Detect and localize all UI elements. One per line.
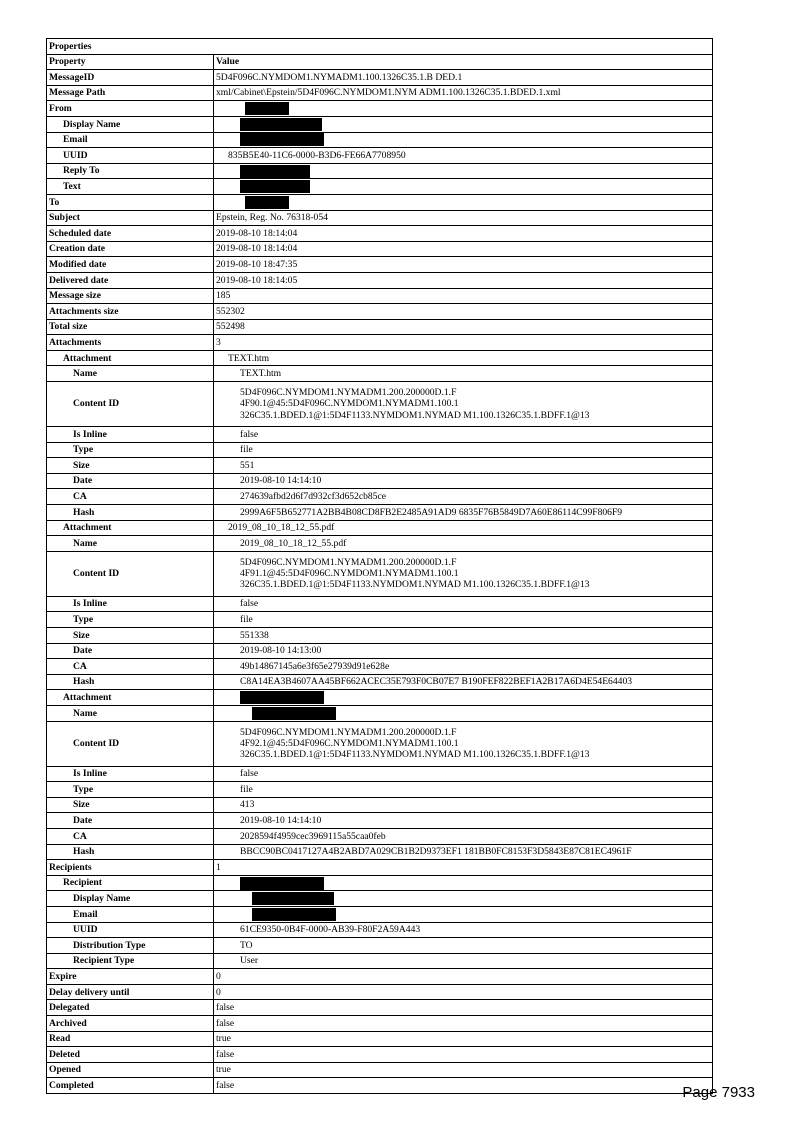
property-label: Completed: [47, 1078, 214, 1094]
property-label: MessageID: [47, 70, 214, 86]
column-header-row: [47, 54, 713, 70]
property-label: Display Name: [47, 116, 214, 132]
property-label: Type: [47, 442, 214, 458]
property-value: 551338: [214, 628, 713, 644]
redaction-block: [240, 118, 322, 131]
redaction-block: [252, 707, 336, 720]
property-value: [214, 875, 713, 891]
property-value: 1: [214, 860, 713, 876]
property-row: [47, 875, 713, 891]
property-value: true: [214, 1031, 713, 1047]
property-row: [47, 458, 713, 474]
property-value: 5D4F096C.NYMDOM1.NYMADM1.100.1326C35.1.B DED.1: [214, 70, 713, 86]
property-row: [47, 705, 713, 721]
property-value: 413: [214, 797, 713, 813]
property-label: Size: [47, 797, 214, 813]
property-label: Is Inline: [47, 427, 214, 443]
property-value: file: [214, 782, 713, 798]
property-row: [47, 304, 713, 320]
property-label: Deleted: [47, 1047, 214, 1063]
property-value: Epstein, Reg. No. 76318-054: [214, 210, 713, 226]
property-row: [47, 1047, 713, 1063]
property-value: TO: [214, 938, 713, 954]
property-column-header: Property: [47, 54, 214, 70]
property-value: User: [214, 953, 713, 969]
property-value: false: [214, 766, 713, 782]
content-id-line: 4F90.1@45:5D4F096C.NYMDOM1.NYMADM1.100.1: [240, 398, 459, 410]
property-value: false: [214, 1078, 713, 1094]
property-value: [214, 690, 713, 706]
property-value: false: [214, 1000, 713, 1016]
property-value: C8A14EA3B4607AA45BF662ACEC35E793F0CB07E7 B190FEF822BEF1A2B17A6D4E54E64403: [214, 674, 713, 690]
property-value: 0: [214, 984, 713, 1000]
property-label: Total size: [47, 319, 214, 335]
property-label: Scheduled date: [47, 226, 214, 242]
property-label: Content ID: [47, 551, 214, 596]
property-value: 274639afbd2d6f7d932cf3d652cb85ce: [214, 489, 713, 505]
redaction-block: [240, 877, 324, 890]
property-value: 2019-08-10 18:14:04: [214, 226, 713, 242]
property-value: 2019-08-10 14:13:00: [214, 643, 713, 659]
redaction-block: [240, 133, 324, 146]
property-row: [47, 427, 713, 443]
property-row: [47, 659, 713, 675]
property-value: [214, 705, 713, 721]
property-value: [214, 891, 713, 907]
property-label: To: [47, 194, 214, 210]
property-row: [47, 1078, 713, 1094]
property-row: [47, 473, 713, 489]
property-row: [47, 813, 713, 829]
property-row: [47, 382, 713, 427]
property-label: Expire: [47, 969, 214, 985]
property-label: Attachments size: [47, 304, 214, 320]
property-value: file: [214, 442, 713, 458]
property-label: Hash: [47, 505, 214, 521]
property-row: [47, 194, 713, 210]
property-row: [47, 505, 713, 521]
property-label: Message size: [47, 288, 214, 304]
property-label: Delivered date: [47, 272, 214, 288]
redaction-block: [245, 196, 289, 209]
page-number: Page 7933: [682, 1084, 755, 1101]
property-row: [47, 163, 713, 179]
property-value: [214, 116, 713, 132]
property-value: false: [214, 596, 713, 612]
property-label: UUID: [47, 148, 214, 164]
property-label: Name: [47, 536, 214, 552]
property-label: Is Inline: [47, 596, 214, 612]
property-label: Creation date: [47, 241, 214, 257]
property-label: From: [47, 101, 214, 117]
property-label: Attachments: [47, 335, 214, 351]
property-row: [47, 70, 713, 86]
property-label: Name: [47, 366, 214, 382]
property-label: Hash: [47, 844, 214, 860]
property-value: 49b14867145a6e3f65e27939d91e628e: [214, 659, 713, 675]
table-title-row: [47, 39, 713, 55]
property-row: [47, 350, 713, 366]
property-label: Attachment: [47, 520, 214, 536]
property-value: 3: [214, 335, 713, 351]
property-value: false: [214, 427, 713, 443]
property-row: [47, 85, 713, 101]
property-value: [214, 382, 713, 427]
property-value: true: [214, 1062, 713, 1078]
property-value: 185: [214, 288, 713, 304]
content-id-line: 5D4F096C.NYMDOM1.NYMADM1.200.200000D.1.F: [240, 556, 457, 568]
content-id-line: 5D4F096C.NYMDOM1.NYMADM1.200.200000D.1.F: [240, 726, 457, 738]
property-label: Archived: [47, 1016, 214, 1032]
property-row: [47, 288, 713, 304]
property-row: [47, 319, 713, 335]
property-value: 2019-08-10 18:14:04: [214, 241, 713, 257]
property-label: Date: [47, 643, 214, 659]
property-row: [47, 643, 713, 659]
property-label: Date: [47, 813, 214, 829]
property-row: [47, 442, 713, 458]
redaction-block: [240, 165, 310, 178]
property-value: [214, 721, 713, 766]
property-row: [47, 1062, 713, 1078]
content-id-line: 326C35.1.BDED.1@1:5D4F1133.NYMDOM1.NYMAD M1.100.1326C35.1.BDFF.1@13: [240, 409, 590, 421]
property-row: [47, 782, 713, 798]
content-id-line: 326C35.1.BDED.1@1:5D4F1133.NYMDOM1.NYMAD M1.100.1326C35.1.BDFF.1@13: [240, 579, 590, 591]
property-label: CA: [47, 659, 214, 675]
property-value: 2019-08-10 14:14:10: [214, 813, 713, 829]
property-label: Content ID: [47, 721, 214, 766]
property-value: xml/Cabinet\Epstein/5D4F096C.NYMDOM1.NYM ADM1.100.1326C35.1.BDED.1.xml: [214, 85, 713, 101]
property-label: Distribution Type: [47, 938, 214, 954]
property-label: Name: [47, 705, 214, 721]
property-value: 2999A6F5B652771A2BB4B08CD8FB2E2485A91AD9 6835F76B5849D7A60E86114C99F806F9: [214, 505, 713, 521]
property-value: 2028594f4959cec3969115a55caa0feb: [214, 828, 713, 844]
property-value: BBCC90BC0417127A4B2ABD7A029CB1B2D9373EF1 181BB0FC8153F3D5843E87C81EC4961F: [214, 844, 713, 860]
property-row: [47, 1000, 713, 1016]
property-row: [47, 984, 713, 1000]
property-label: Date: [47, 473, 214, 489]
property-value: 61CE9350-0B4F-0000-AB39-F80F2A59A443: [214, 922, 713, 938]
property-label: Recipient: [47, 875, 214, 891]
property-row: [47, 969, 713, 985]
redaction-block: [252, 908, 336, 921]
property-label: Content ID: [47, 382, 214, 427]
property-value: TEXT.htm: [214, 366, 713, 382]
content-id-line: 5D4F096C.NYMDOM1.NYMADM1.200.200000D.1.F: [240, 387, 457, 399]
property-label: Recipients: [47, 860, 214, 876]
content-id-line: 4F91.1@45:5D4F096C.NYMDOM1.NYMADM1.100.1: [240, 568, 459, 580]
property-value: 0: [214, 969, 713, 985]
properties-table-body: [47, 39, 713, 1094]
property-value: [214, 906, 713, 922]
property-row: [47, 1031, 713, 1047]
property-row: [47, 628, 713, 644]
property-row: [47, 906, 713, 922]
property-value: [214, 163, 713, 179]
property-row: [47, 257, 713, 273]
property-row: [47, 596, 713, 612]
property-value: 835B5E40-11C6-0000-B3D6-FE66A7708950: [214, 148, 713, 164]
property-value: 2019_08_10_18_12_55.pdf: [214, 520, 713, 536]
property-label: Email: [47, 132, 214, 148]
property-label: Attachment: [47, 350, 214, 366]
property-row: [47, 132, 713, 148]
property-row: [47, 690, 713, 706]
property-value: false: [214, 1016, 713, 1032]
value-column-header: Value: [214, 54, 713, 70]
property-row: [47, 721, 713, 766]
property-value: [214, 551, 713, 596]
redaction-block: [240, 691, 324, 704]
property-label: Size: [47, 628, 214, 644]
property-label: Type: [47, 612, 214, 628]
property-label: Hash: [47, 674, 214, 690]
property-value: 551: [214, 458, 713, 474]
property-row: [47, 210, 713, 226]
property-label: CA: [47, 489, 214, 505]
property-value: TEXT.htm: [214, 350, 713, 366]
table-title: Properties: [47, 39, 713, 55]
property-row: [47, 101, 713, 117]
property-label: CA: [47, 828, 214, 844]
property-row: [47, 766, 713, 782]
property-row: [47, 272, 713, 288]
property-label: Opened: [47, 1062, 214, 1078]
property-row: [47, 938, 713, 954]
property-row: [47, 860, 713, 876]
properties-table: [46, 38, 713, 1094]
property-label: Reply To: [47, 163, 214, 179]
property-value: [214, 194, 713, 210]
property-label: Attachment: [47, 690, 214, 706]
property-label: Subject: [47, 210, 214, 226]
property-label: Text: [47, 179, 214, 195]
property-label: Email: [47, 906, 214, 922]
property-label: Message Path: [47, 85, 214, 101]
property-row: [47, 226, 713, 242]
property-row: [47, 520, 713, 536]
property-row: [47, 612, 713, 628]
property-value: 2019_08_10_18_12_55.pdf: [214, 536, 713, 552]
property-value: [214, 179, 713, 195]
property-row: [47, 1016, 713, 1032]
property-value: 552498: [214, 319, 713, 335]
property-row: [47, 844, 713, 860]
property-row: [47, 148, 713, 164]
property-row: [47, 335, 713, 351]
property-row: [47, 489, 713, 505]
property-row: [47, 828, 713, 844]
property-value: [214, 101, 713, 117]
property-row: [47, 922, 713, 938]
property-value: 2019-08-10 14:14:10: [214, 473, 713, 489]
property-value: 2019-08-10 18:47:35: [214, 257, 713, 273]
property-label: Modified date: [47, 257, 214, 273]
property-label: Display Name: [47, 891, 214, 907]
property-label: Read: [47, 1031, 214, 1047]
redaction-block: [240, 180, 310, 193]
property-row: [47, 891, 713, 907]
property-row: [47, 551, 713, 596]
property-label: Size: [47, 458, 214, 474]
property-value: file: [214, 612, 713, 628]
property-value: 2019-08-10 18:14:05: [214, 272, 713, 288]
property-label: Recipient Type: [47, 953, 214, 969]
property-label: Delegated: [47, 1000, 214, 1016]
redaction-block: [252, 892, 334, 905]
property-value: 552302: [214, 304, 713, 320]
content-id-line: 4F92.1@45:5D4F096C.NYMDOM1.NYMADM1.100.1: [240, 737, 459, 749]
property-row: [47, 674, 713, 690]
property-row: [47, 241, 713, 257]
property-row: [47, 536, 713, 552]
property-value: false: [214, 1047, 713, 1063]
property-label: UUID: [47, 922, 214, 938]
property-label: Delay delivery until: [47, 984, 214, 1000]
property-row: [47, 179, 713, 195]
redaction-block: [245, 102, 289, 115]
property-value: [214, 132, 713, 148]
property-label: Type: [47, 782, 214, 798]
property-label: Is Inline: [47, 766, 214, 782]
content-id-line: 326C35.1.BDED.1@1:5D4F1133.NYMDOM1.NYMAD M1.100.1326C35.1.BDFF.1@13: [240, 749, 590, 761]
property-row: [47, 366, 713, 382]
property-row: [47, 116, 713, 132]
property-row: [47, 953, 713, 969]
property-row: [47, 797, 713, 813]
